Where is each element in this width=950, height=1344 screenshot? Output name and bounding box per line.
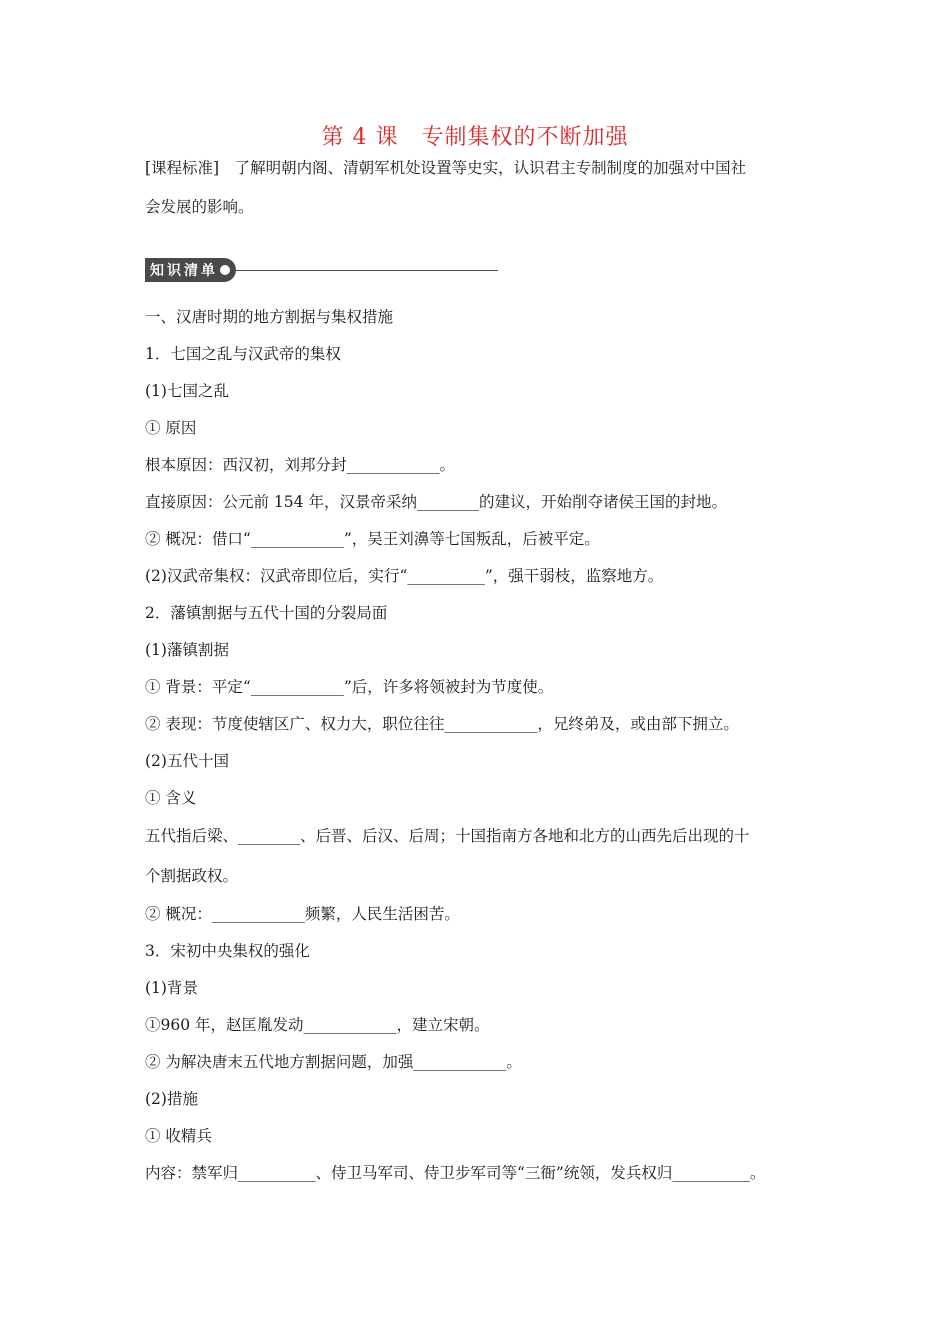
course-standard-line-2: 会发展的影响。: [145, 198, 254, 216]
text-line: ① 背景：平定“____________”后，许多将领被封为节度使。: [145, 678, 554, 696]
text-line: 1．七国之乱与汉武帝的集权: [145, 345, 341, 363]
text-line: 直接原因：公元前 154 年，汉景帝采纳________的建议，开始削夺诸侯王国的封地。: [145, 493, 727, 511]
text-line: (1)背景: [145, 979, 198, 997]
section-badge: [145, 258, 236, 282]
text-line: ① 收精兵: [145, 1127, 212, 1145]
text-line: 个割据政权。: [145, 867, 239, 885]
text-line: 一、汉唐时期的地方割据与集权措施: [145, 308, 394, 326]
course-standard-line-1: [课程标准] 了解明朝内阁、清朝军机处设置等史实，认识君主专制制度的加强对中国社: [145, 159, 747, 177]
section-badge-label: 知识清单: [150, 263, 218, 279]
text-line: (1)藩镇割据: [145, 641, 229, 659]
text-line: ① 含义: [145, 789, 197, 807]
text-line: ② 为解决唐末五代地方割据问题，加强____________。: [145, 1053, 522, 1071]
text-line: ② 概况：____________频繁，人民生活困苦。: [145, 905, 460, 923]
section-header: [145, 257, 498, 283]
text-line: (2)措施: [145, 1090, 198, 1108]
text-line: ② 表现：节度使辖区广、权力大，职位往往____________，兄终弟及，或由部下拥立。: [145, 715, 739, 733]
text-line: ② 概况：借口“____________”，吴王刘濞等七国叛乱，后被平定。: [145, 530, 600, 548]
text-line: 根本原因：西汉初，刘邦分封____________。: [145, 456, 456, 474]
text-line: (2)汉武帝集权：汉武帝即位后，实行“__________”，强干弱枝，监察地方。: [145, 567, 664, 585]
text-line: (1)七国之乱: [145, 382, 229, 400]
page-title: 第 4 课 专制集权的不断加强: [321, 125, 629, 150]
text-line: (2)五代十国: [145, 752, 229, 770]
text-line: 3．宋初中央集权的强化: [145, 942, 310, 960]
section-divider: [236, 270, 498, 271]
text-line: ① 原因: [145, 419, 197, 437]
text-line: 五代指后梁、________、后晋、后汉、后周；十国指南方各地和北方的山西先后出现的十: [145, 827, 750, 845]
text-line: 2．藩镇割据与五代十国的分裂局面: [145, 604, 388, 622]
bullet-dot-icon: [220, 265, 230, 275]
text-line: 内容：禁军归__________、侍卫马军司、侍卫步军司等“三衙”统领，发兵权归__________。: [145, 1164, 766, 1182]
text-line: ①960 年，赵匡胤发动____________，建立宋朝。: [145, 1016, 490, 1034]
